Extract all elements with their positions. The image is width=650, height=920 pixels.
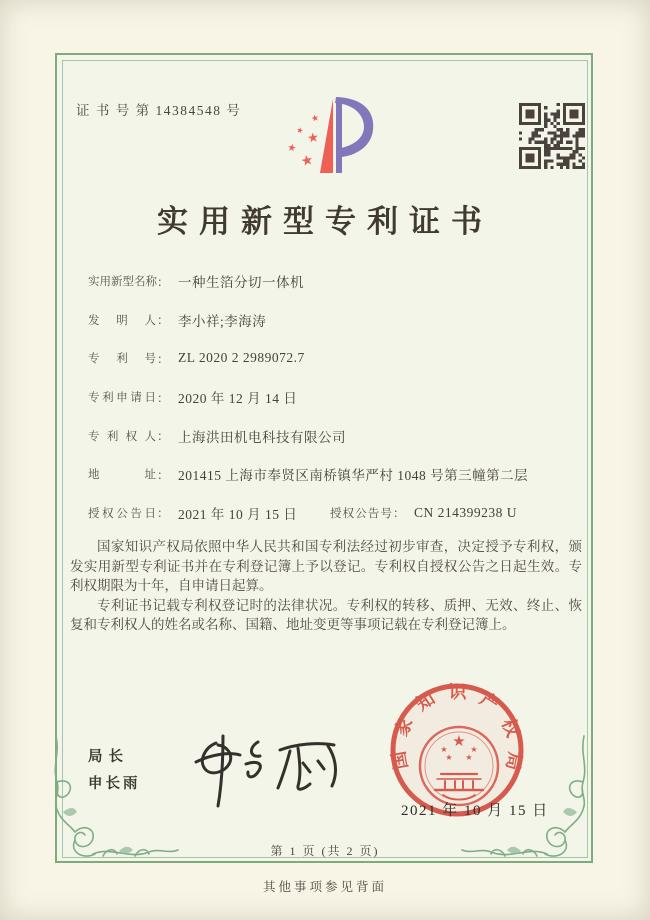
field-value: 李小祥;李海涛 [178, 313, 267, 329]
field-label: 发明人 [88, 314, 156, 327]
star-icon: ★ [310, 113, 321, 125]
field-value: CN 214399238 U [414, 504, 518, 520]
star-icon: ★ [452, 732, 466, 750]
field-value: 上海洪田机电科技有限公司 [178, 429, 347, 445]
colon: ： [157, 467, 170, 482]
qr-code [519, 103, 585, 169]
field-value: 一种生箔分切一体机 [178, 275, 305, 291]
field-row [88, 339, 582, 378]
field-row [88, 455, 582, 494]
field-row [88, 301, 582, 340]
field-label: 地址 [88, 469, 156, 482]
star-icon: ★ [445, 753, 453, 762]
field-value: 2021 年 10 月 15 日 [178, 506, 298, 522]
field-label: 授权公告日 [88, 507, 156, 520]
seal-text: 国家知识产权局 [388, 681, 526, 773]
colon: ： [157, 351, 170, 366]
legal-text [70, 537, 582, 635]
colon: ： [157, 506, 170, 521]
logo-p-stem [336, 98, 342, 173]
colon: ： [157, 390, 170, 405]
star-icon: ★ [465, 753, 473, 762]
colon: ： [393, 506, 406, 521]
star-icon: ★ [299, 151, 316, 171]
signer-title: 局长 [88, 749, 129, 765]
field-value: ZL 2020 2 2989072.7 [178, 350, 305, 366]
field-label: 专利权人 [88, 430, 156, 443]
star-icon: ★ [440, 745, 448, 754]
field-label: 专利申请日 [88, 392, 156, 405]
star-icon: ★ [286, 142, 298, 155]
colon: ： [157, 313, 170, 328]
field-list [88, 262, 582, 532]
field-value: 2020 年 12 月 14 日 [178, 391, 298, 407]
cnipa-logo-icon [270, 85, 420, 190]
page-number: 第 1 页 (共 2 页) [270, 844, 380, 858]
field-row [88, 416, 582, 455]
colon: ： [157, 274, 170, 289]
field-label: 授权公告号 [330, 507, 392, 520]
field-row [88, 494, 582, 533]
director-signature [183, 728, 353, 816]
certificate-title: 实用新型专利证书 [157, 204, 493, 239]
field-row [88, 262, 582, 301]
star-icon: ★ [306, 130, 321, 147]
colon: ： [157, 429, 170, 444]
legal-paragraph: 国家知识产权局依照中华人民共和国专利法经过初步审查，决定授予专利权，颁发实用新型专利证书并在专利登记簿上予以登记。专利权自授权公告之日起生效。专利权期限为十年，自申请日起算。 [70, 539, 582, 594]
field-label: 实用新型名称 [88, 276, 157, 289]
field-row [88, 378, 582, 417]
field-extra [330, 494, 517, 533]
back-side-note: 其他事项参见背面 [262, 880, 387, 894]
signer-name: 申长雨 [88, 776, 141, 792]
star-icon: ★ [470, 745, 478, 754]
star-icon: ★ [295, 125, 305, 136]
logo-red-wedge [320, 99, 333, 173]
field-value: 201415 上海市奉贤区南桥镇华严村 1048 号第三幢第二层 [178, 468, 529, 484]
seal-ring [393, 686, 521, 814]
certificate-number: 证 书 号 第 14384548 号 [76, 103, 242, 118]
seal-date: 2021 年 10 月 15 日 [401, 803, 549, 819]
field-label: 专利号 [88, 353, 156, 366]
legal-paragraph: 专利证书记载专利权登记时的法律状况。专利权的转移、质押、无效、终止、恢复和专利权人的姓名或名称、国籍、地址变更等事项记载在专利登记簿上。 [70, 597, 582, 633]
